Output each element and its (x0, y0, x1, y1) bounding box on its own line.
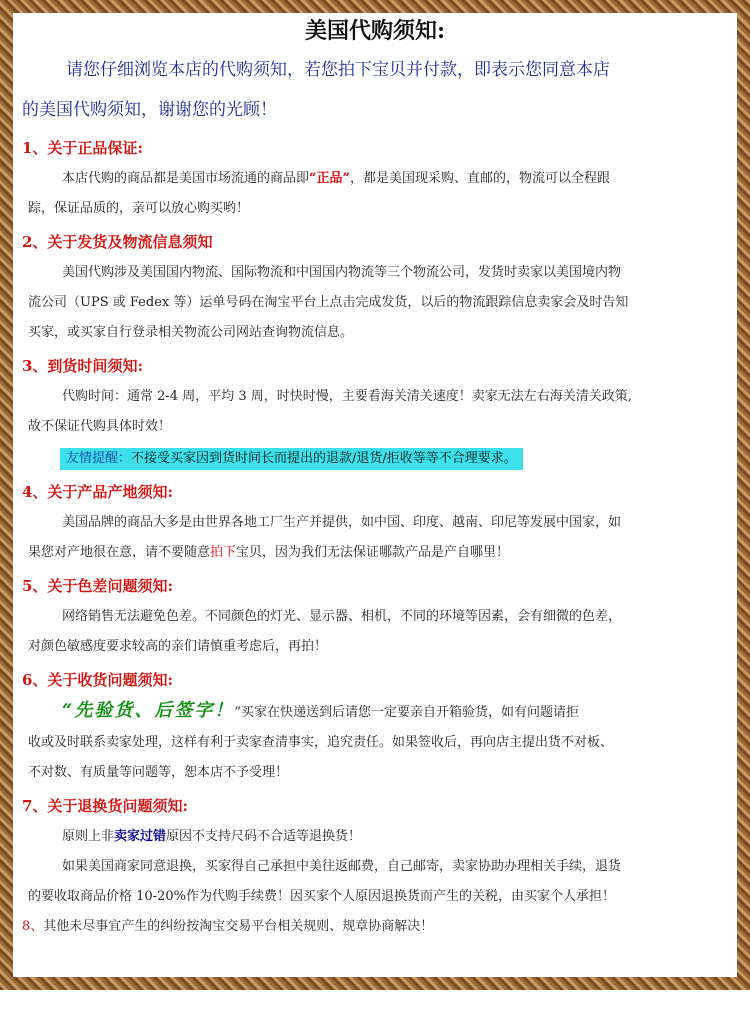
seller-fault-text: 卖家过错 (114, 829, 167, 844)
place-order-text: 拍下 (210, 545, 237, 560)
reminder-label: 友情提醒： (66, 451, 132, 466)
section-4-body (22, 508, 728, 568)
text: 果您对产地很在意，请不要随意 (28, 545, 211, 560)
intro-paragraph (22, 50, 728, 130)
text: ”买家在快递送到后请您一定要亲自开箱验货，如有问题请拒 (234, 705, 580, 720)
section-7-line-2: 如果美国商家同意退换，买家得自己承担中美往返邮费，自己邮寄，卖家协助办理相关手续，退货 (62, 859, 622, 874)
bottom-strip (0, 990, 750, 1016)
section-6-line-2: 收或及时联系卖家处理，这样有利于卖家查清事实，追究责任。如果签收后，再向店主提出货不对板、 (28, 735, 614, 750)
section-6-heading: 6、关于收货问题须知: (22, 671, 173, 689)
text: ，都是美国现采购、直邮的，物流可以全程跟 (349, 171, 610, 186)
section-5-heading: 5、关于色差问题须知: (22, 577, 173, 595)
inspect-first-slogan: “先验货、后签字！ (62, 700, 235, 721)
section-1-heading: 1、关于正品保证: (22, 139, 143, 157)
section-5-line-1: 网络销售无法避免色差。不同颜色的灯光、显示器、相机，不同的环境等因素，会有细微的色差， (62, 609, 622, 624)
section-8-number: 8、 (22, 919, 44, 934)
intro-line-1: 请您仔细浏览本店的代购须知，若您拍下宝贝并付款，即表示您同意本店 (66, 60, 610, 80)
section-8 (22, 912, 728, 942)
section-2-line-2: 流公司（UPS 或 Fedex 等）运单号码在淘宝平台上点击完成发货，以后的物流跟踪信息卖家会及时告知 (28, 295, 629, 310)
text: 原因不支持尺码不合适等退换货！ (166, 829, 362, 844)
section-7-line-3: 的要收取商品价格 10-20%作为代购手续费！因买家个人原因退换货而产生的关税，由买家个人承担！ (28, 889, 615, 904)
page-title: 美国代购须知: (304, 18, 446, 44)
section-3-line-1: 代购时间：通常 2-4 周，平均 3 周，时快时慢，主要看海关清关速度！卖家无法左右海关清关政策, (62, 389, 632, 404)
section-5-body (22, 602, 728, 662)
section-3-body (22, 382, 728, 474)
genuine-label: “正品” (309, 171, 350, 186)
text: 原则上非 (62, 829, 115, 844)
section-1-body (22, 164, 728, 224)
intro-line-2: 的美国代购须知，谢谢您的光顾！ (22, 100, 277, 120)
section-1-line-2: 踪，保证品质的，亲可以放心购买哟！ (28, 201, 250, 216)
section-6-line-3: 不对数、有质量等问题等，恕本店不予受理！ (28, 765, 289, 780)
section-3-line-2: 故不保证代购具体时效！ (28, 419, 172, 434)
section-2-heading: 2、关于发货及物流信息须知 (22, 233, 213, 251)
reminder-text: 不接受买家因到货时间长而提出的退款/退货/拒收等等不合理要求。 (131, 451, 517, 466)
section-4-heading: 4、关于产品产地须知: (22, 483, 173, 501)
section-7-line-1 (28, 822, 728, 852)
section-2-body (22, 258, 728, 348)
section-5-line-2: 对颜色敏感度要求较高的亲们请慎重考虑后，再拍！ (28, 639, 328, 654)
section-7-heading: 7、关于退换货问题须知: (22, 797, 188, 815)
section-4-line-2 (28, 538, 728, 568)
section-6-body (22, 696, 728, 788)
section-1-line-1 (28, 164, 728, 194)
section-7-body (22, 822, 728, 912)
text: 本店代购的商品都是美国市场流通的商品即 (62, 171, 310, 186)
section-4-line-1: 美国品牌的商品大多是由世界各地工厂生产并提供，如中国、印度、越南、印尼等发展中国家，如 (62, 515, 622, 530)
notice-content (22, 12, 728, 942)
text: 宝贝，因为我们无法保证哪款产品是产自哪里！ (236, 545, 510, 560)
section-2-line-1: 美国代购涉及美国国内物流、国际物流和中国国内物流等三个物流公司，发货时卖家以美国境内物 (62, 265, 622, 280)
section-8-text: 其他未尽事宜产生的纠纷按淘宝交易平台相关规则、规章协商解决！ (43, 919, 434, 934)
reminder-highlight (60, 448, 523, 470)
section-2-line-3: 买家，或买家自行登录相关物流公司网站查询物流信息。 (28, 325, 354, 340)
section-3-heading: 3、到货时间须知: (22, 357, 143, 375)
section-6-line-1 (28, 696, 728, 728)
